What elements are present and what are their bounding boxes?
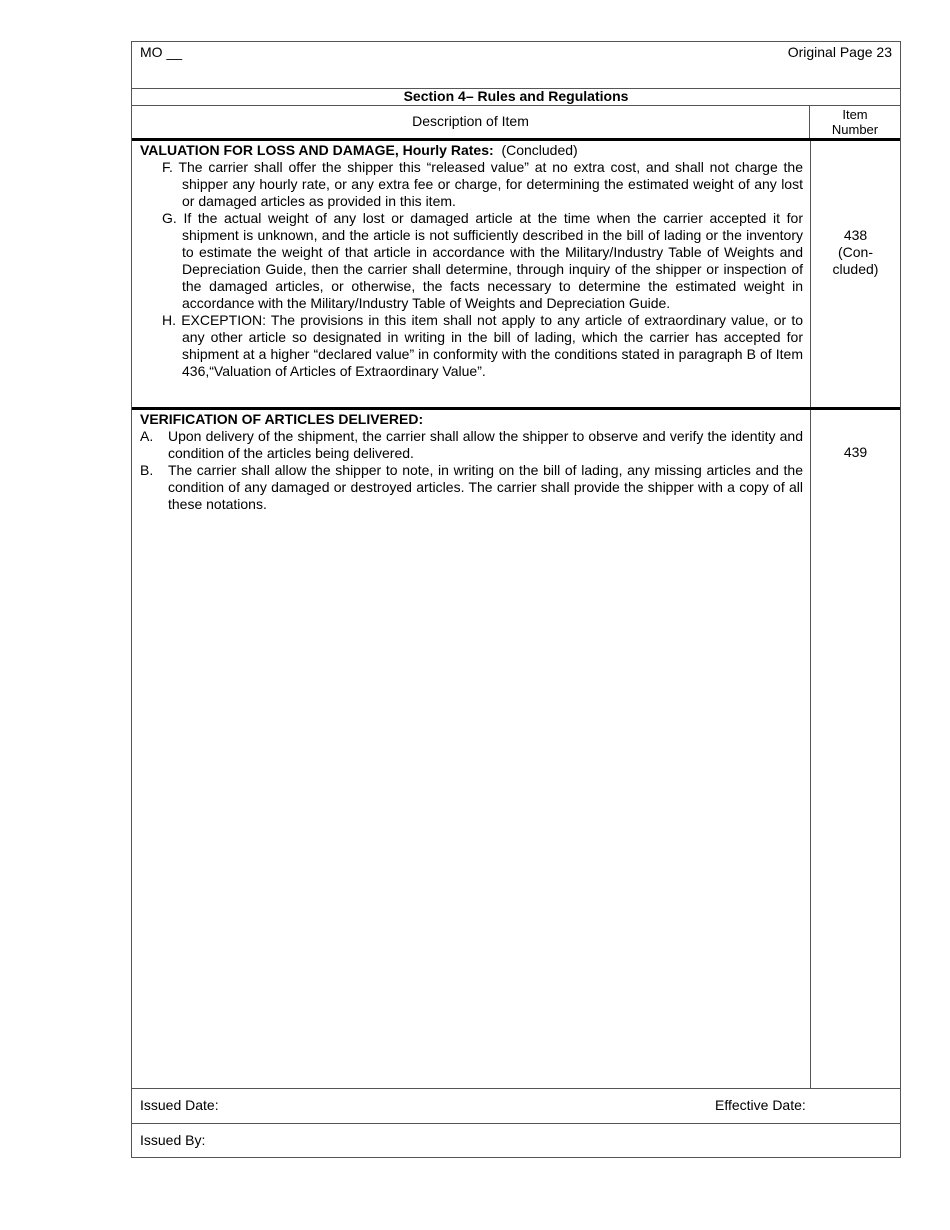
- paragraph-text: Upon delivery of the shipment, the carrier shall allow the shipper to observe and verify the identity and condition of the articles being delivered.: [168, 428, 803, 461]
- dates-row: [132, 1088, 900, 1124]
- paragraph-label: F.: [162, 159, 173, 175]
- item-number-line2: (Con-: [837, 244, 873, 260]
- paragraph-h: [140, 312, 803, 380]
- item-title: VALUATION FOR LOSS AND DAMAGE, Hourly Rates:: [140, 142, 494, 158]
- column-headers: [132, 105, 900, 141]
- paragraph-a: [140, 428, 803, 462]
- issued-by-row: [132, 1123, 900, 1158]
- mo-number: MO __: [140, 44, 183, 60]
- item-439: [132, 410, 900, 1089]
- tariff-page: [131, 41, 901, 1158]
- item-description: [140, 142, 803, 380]
- paragraph-f: [140, 159, 803, 210]
- item-number-line1: 438: [843, 227, 868, 243]
- effective-date-label: Effective Date:: [715, 1097, 806, 1113]
- item-number: [811, 227, 900, 278]
- item-title-suffix: (Concluded): [501, 142, 578, 158]
- paragraph-text: The carrier shall allow the shipper to note, in writing on the bill of lading, any missing articles and the condition of any damaged or destroyed articles. The carrier shall provide the shipper with a copy of all these notations.: [168, 462, 803, 512]
- section-title: Section 4– Rules and Regulations: [132, 88, 900, 106]
- paragraph-g: [140, 210, 803, 312]
- paragraph-label: B.: [140, 462, 154, 478]
- item-438: [132, 141, 900, 410]
- item-title-line: [140, 142, 803, 159]
- paragraph-label: A.: [140, 428, 154, 444]
- column-header-item-number-line2: Number: [831, 122, 879, 137]
- paragraph-text: EXCEPTION: The provisions in this item shall not apply to any article of extraordinary value, or to any other article so designated in writing in the bill of lading, which the carrier has accepted for shipment at a higher “declared value” in conformity with the conditions stated in paragraph B of Item 436,“Valuation of Articles of Extraordinary Value”.: [181, 312, 804, 379]
- paragraph-text: The carrier shall offer the shipper this “released value” at no extra cost, and shall not charge the shipper any hourly rate, or any extra fee or charge, for determining the estimated weight of any lost or damaged articles as provided in this item.: [178, 159, 804, 209]
- paragraph-text: If the actual weight of any lost or damaged article at the time when the carrier accepted it for shipment is unknown, and the article is not sufficiently described in the bill of lading or the inventory to estimate the weight of that article in accordance with the Military/Industry Table of Weights and Depreciation Guide, then the carrier shall determine, through inquiry of the shipper or inspection of the damaged articles, or otherwise, the facts necessary to determine the estimated weight in accordance with the Military/Industry Table of Weights and Depreciation Guide.: [182, 210, 803, 311]
- page-header: [132, 42, 900, 89]
- item-description: [140, 411, 803, 513]
- column-header-item-number-line1: Item: [842, 107, 868, 122]
- item-number: [811, 444, 900, 461]
- issued-by-label: Issued By:: [140, 1132, 206, 1148]
- page-number: Original Page 23: [787, 44, 892, 60]
- column-header-item-number: [810, 105, 900, 138]
- paragraph-label: G.: [162, 210, 177, 226]
- item-title-line: [140, 411, 803, 428]
- item-title: VERIFICATION OF ARTICLES DELIVERED:: [140, 411, 424, 427]
- paragraph-label: H.: [162, 312, 176, 328]
- item-number-line3: cluded): [832, 261, 879, 277]
- column-header-description: Description of Item: [132, 105, 810, 138]
- issued-date-label: Issued Date:: [140, 1097, 219, 1113]
- paragraph-b: [140, 462, 803, 513]
- item-number-line1: 439: [843, 444, 868, 460]
